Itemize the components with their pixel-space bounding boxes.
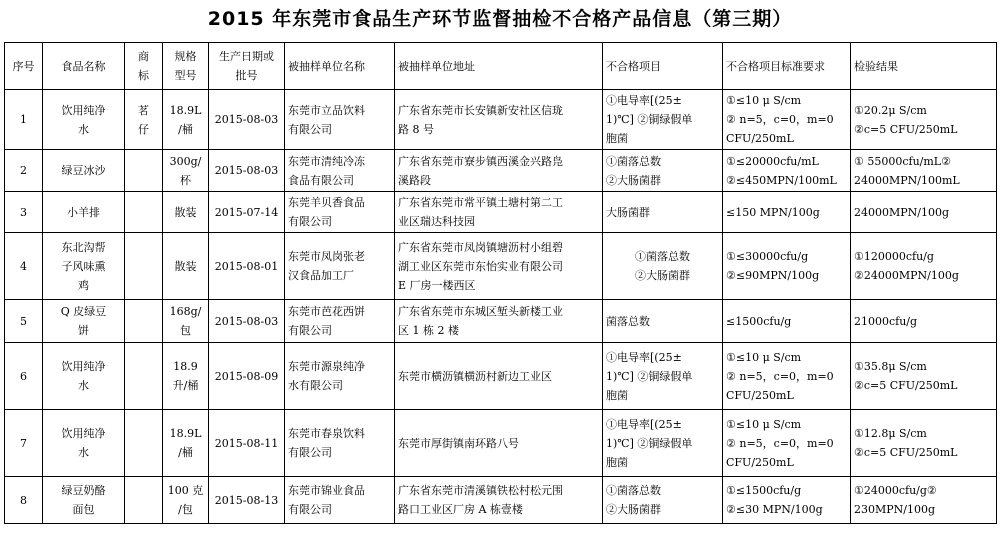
header-result: 检验结果 (851, 43, 997, 90)
cell-date: 2015-08-03 (209, 300, 285, 343)
cell-brand: 茗 仔 (125, 90, 163, 150)
cell-standard: ①≤10 μ S/cm ② n=5，c=0，m=0 CFU/250mL (723, 90, 851, 150)
cell-company: 东莞市立品饮料 有限公司 (285, 90, 395, 150)
header-name: 食品名称 (43, 43, 125, 90)
cell-spec: 18.9 升/桶 (163, 343, 209, 410)
header-date: 生产日期或 批号 (209, 43, 285, 90)
cell-standard: ①≤10 μ S/cm ② n=5，c=0，m=0 CFU/250mL (723, 343, 851, 410)
cell-result: ①20.2μ S/cm ②c=5 CFU/250mL (851, 90, 997, 150)
cell-item: ①电导率[(25± 1)℃] ②铜绿假单 胞菌 (603, 343, 723, 410)
cell-brand (125, 233, 163, 300)
cell-result: ①35.8μ S/cm ②c=5 CFU/250mL (851, 343, 997, 410)
table-row (5, 343, 997, 410)
cell-result: 21000cfu/g (851, 300, 997, 343)
cell-seq: 3 (5, 192, 43, 233)
cell-company: 东莞市春泉饮料 有限公司 (285, 410, 395, 477)
cell-date: 2015-08-01 (209, 233, 285, 300)
cell-spec: 散装 (163, 192, 209, 233)
cell-spec: 散装 (163, 233, 209, 300)
cell-item: ①电导率[(25± 1)℃] ②铜绿假单 胞菌 (603, 90, 723, 150)
cell-company: 东莞市凤岗张老 汉食品加工厂 (285, 233, 395, 300)
cell-name: 小羊排 (43, 192, 125, 233)
cell-date: 2015-08-11 (209, 410, 285, 477)
table-row (5, 150, 997, 192)
cell-standard: ≤1500cfu/g (723, 300, 851, 343)
table-row (5, 233, 997, 300)
cell-seq: 5 (5, 300, 43, 343)
cell-address: 东莞市横沥镇横沥村新边工业区 (395, 343, 603, 410)
cell-item: ①电导率[(25± 1)℃] ②铜绿假单 胞菌 (603, 410, 723, 477)
page-title: 2015 年东莞市食品生产环节监督抽检不合格产品信息（第三期） (207, 8, 793, 30)
header-row (5, 43, 997, 90)
header-seq: 序号 (5, 43, 43, 90)
cell-date: 2015-08-03 (209, 150, 285, 192)
table-row (5, 410, 997, 477)
cell-result: ①12.8μ S/cm ②c=5 CFU/250mL (851, 410, 997, 477)
cell-address: 广东省东莞市长安镇新安社区信珑 路 8 号 (395, 90, 603, 150)
cell-seq: 4 (5, 233, 43, 300)
cell-date: 2015-08-09 (209, 343, 285, 410)
cell-spec: 168g/ 包 (163, 300, 209, 343)
cell-brand (125, 192, 163, 233)
cell-name: 饮用纯净 水 (43, 410, 125, 477)
header-brand: 商 标 (125, 43, 163, 90)
cell-seq: 2 (5, 150, 43, 192)
cell-item: 大肠菌群 (603, 192, 723, 233)
cell-brand (125, 150, 163, 192)
cell-date: 2015-08-03 (209, 90, 285, 150)
cell-name: Q 皮绿豆 饼 (43, 300, 125, 343)
cell-name: 饮用纯净 水 (43, 90, 125, 150)
cell-seq: 7 (5, 410, 43, 477)
cell-seq: 1 (5, 90, 43, 150)
cell-name: 东北沟帮 子风味熏 鸡 (43, 233, 125, 300)
cell-company: 东莞市源泉纯净 水有限公司 (285, 343, 395, 410)
cell-spec: 18.9L /桶 (163, 410, 209, 477)
header-address: 被抽样单位地址 (395, 43, 603, 90)
cell-brand (125, 343, 163, 410)
cell-name: 饮用纯净 水 (43, 343, 125, 410)
cell-seq: 8 (5, 477, 43, 524)
cell-result: ①120000cfu/g ②24000MPN/100g (851, 233, 997, 300)
cell-spec: 100 克 /包 (163, 477, 209, 524)
unqualified-products-table (4, 42, 997, 524)
table-row (5, 90, 997, 150)
cell-name: 绿豆冰沙 (43, 150, 125, 192)
cell-spec: 18.9L /桶 (163, 90, 209, 150)
cell-item: ①菌落总数 ②大肠菌群 (603, 150, 723, 192)
cell-result: ① 55000cfu/mL② 24000MPN/100mL (851, 150, 997, 192)
cell-date: 2015-07-14 (209, 192, 285, 233)
header-spec: 规格 型号 (163, 43, 209, 90)
header-standard: 不合格项目标准要求 (723, 43, 851, 90)
cell-company: 东莞市清纯冷冻 食品有限公司 (285, 150, 395, 192)
cell-company: 东莞羊贝香食品 有限公司 (285, 192, 395, 233)
cell-company: 东莞市芭花西饼 有限公司 (285, 300, 395, 343)
cell-brand (125, 410, 163, 477)
cell-brand (125, 300, 163, 343)
cell-spec: 300g/ 杯 (163, 150, 209, 192)
table-row (5, 192, 997, 233)
cell-company: 东莞市锦业食品 有限公司 (285, 477, 395, 524)
cell-brand (125, 477, 163, 524)
cell-item: ①菌落总数 ②大肠菌群 (603, 233, 723, 300)
header-company: 被抽样单位名称 (285, 43, 395, 90)
cell-seq: 6 (5, 343, 43, 410)
cell-address: 广东省东莞市东城区堑头新楼工业 区 1 栋 2 楼 (395, 300, 603, 343)
table-row (5, 477, 997, 524)
cell-standard: ①≤20000cfu/mL ②≤450MPN/100mL (723, 150, 851, 192)
cell-address: 东莞市厚街镇南环路八号 (395, 410, 603, 477)
cell-address: 广东省东莞市寮步镇西溪金兴路凫 溪路段 (395, 150, 603, 192)
cell-standard: ①≤30000cfu/g ②≤90MPN/100g (723, 233, 851, 300)
cell-name: 绿豆奶酪 面包 (43, 477, 125, 524)
cell-standard: ①≤10 μ S/cm ② n=5，c=0，m=0 CFU/250mL (723, 410, 851, 477)
header-item: 不合格项目 (603, 43, 723, 90)
cell-address: 广东省东莞市清溪镇铁松村松元围 路口工业区厂房 A 栋壹楼 (395, 477, 603, 524)
cell-standard: ≤150 MPN/100g (723, 192, 851, 233)
cell-item: ①菌落总数 ②大肠菌群 (603, 477, 723, 524)
cell-address: 广东省东莞市凤岗镇塘沥村小组碧 湖工业区东莞市东怡实业有限公司 E 厂房一楼西区 (395, 233, 603, 300)
cell-item: 菌落总数 (603, 300, 723, 343)
cell-result: 24000MPN/100g (851, 192, 997, 233)
cell-standard: ①≤1500cfu/g ②≤30 MPN/100g (723, 477, 851, 524)
cell-date: 2015-08-13 (209, 477, 285, 524)
table-row (5, 300, 997, 343)
cell-result: ①24000cfu/g② 230MPN/100g (851, 477, 997, 524)
cell-address: 广东省东莞市常平镇土塘村第二工 业区瑞达科技园 (395, 192, 603, 233)
